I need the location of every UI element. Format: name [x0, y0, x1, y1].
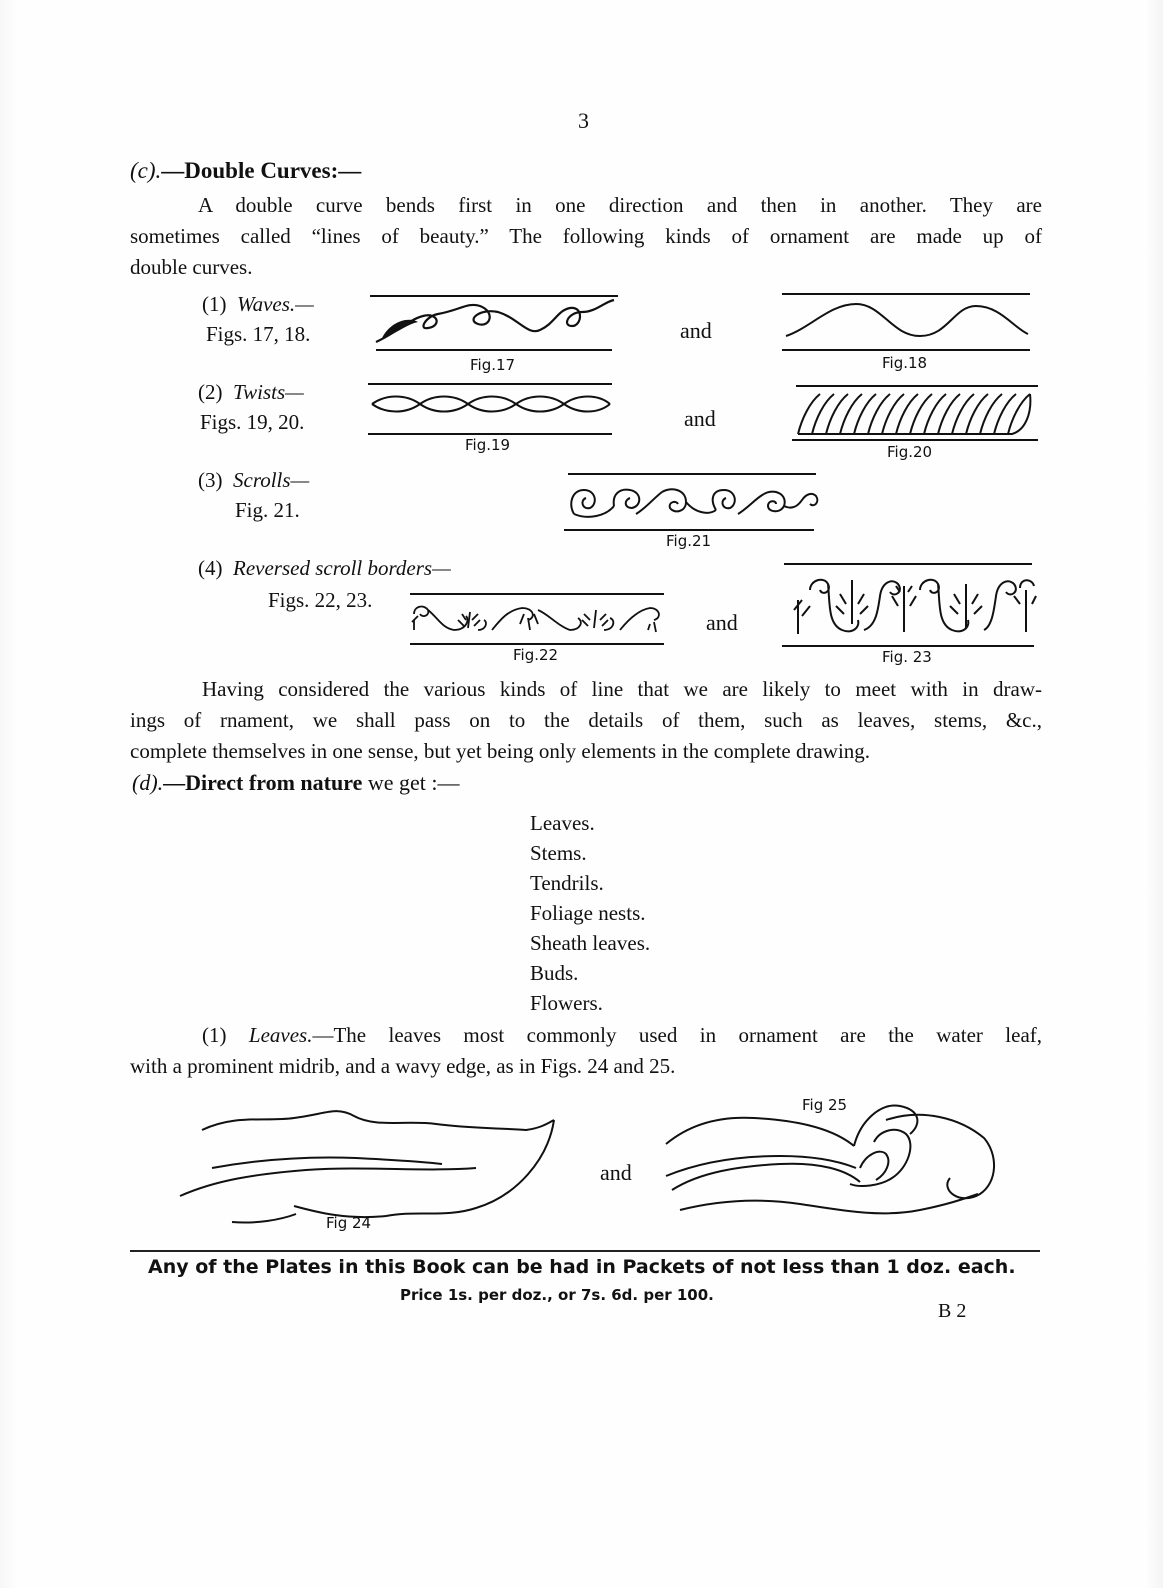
fig18-caption: Fig.18: [882, 354, 928, 372]
fig17-drawing: [368, 292, 620, 356]
fig24-drawing: [176, 1100, 558, 1230]
para-line: with a prominent midrib, and a wavy edge, as in Figs. 24 and 25.: [130, 1054, 676, 1078]
section-c-heading: [130, 158, 361, 184]
para-line: A double curve bends first in one direction and then in another. They are: [198, 193, 1042, 217]
section-c-title: —Double Curves:—: [161, 158, 362, 183]
example-waves-label: [202, 292, 314, 317]
paragraph-2: [130, 674, 1042, 767]
footer-ad-line1: Any of the Plates in this Book can be had in Packets of not less than 1 doz. each.: [148, 1256, 1016, 1278]
example-name: Waves.—: [237, 292, 314, 316]
leaves-name: Leaves.: [248, 1023, 313, 1047]
and-label: and: [600, 1160, 632, 1185]
section-c-letter: (c).: [130, 158, 162, 183]
example-scrolls-figs: Fig. 21.: [235, 498, 300, 522]
list-item: Buds.: [530, 961, 579, 985]
signature-mark: B 2: [938, 1300, 967, 1322]
fig25-caption: Fig 25: [802, 1096, 848, 1114]
para-line: complete themselves in one sense, but yet being only elements in the complete drawing.: [130, 739, 871, 763]
example-reversed-label: [198, 556, 451, 581]
list-item: Stems.: [530, 841, 587, 865]
example-name: Reversed scroll borders—: [233, 556, 451, 580]
list-item: Tendrils.: [530, 871, 604, 895]
para-line: double curves.: [130, 255, 253, 279]
para-line: sometimes called “lines of beauty.” The following kinds of ornament are made up of: [130, 224, 1042, 248]
fig25-drawing: [660, 1098, 1004, 1222]
list-item: Leaves.: [530, 811, 595, 835]
fig21-caption: Fig.21: [666, 532, 712, 550]
page-number: 3: [578, 108, 589, 133]
example-number: (4): [198, 556, 223, 580]
fig18-drawing: [780, 288, 1032, 356]
fig22-drawing: [408, 590, 666, 648]
section-c-paragraph: [130, 190, 1042, 283]
list-item: Foliage nests.: [530, 901, 646, 925]
example-name: Twists—: [233, 380, 304, 404]
fig19-caption: Fig.19: [465, 436, 511, 454]
section-d-tail: we get :—: [362, 770, 460, 795]
example-number: (1): [202, 292, 227, 316]
section-d-letter: (d).: [132, 770, 164, 795]
leaves-paragraph: [130, 1020, 1042, 1082]
para-line: ings of rnament, we shall pass on to the details of them, such as leaves, stems, &c.,: [130, 708, 1042, 732]
footer-ad-line2: Price 1s. per doz., or 7s. 6d. per 100.: [400, 1286, 714, 1304]
example-twists-label: [198, 380, 304, 405]
example-reversed-figs: Figs. 22, 23.: [268, 588, 373, 612]
fig23-drawing: [780, 560, 1036, 650]
and-label: and: [706, 610, 738, 635]
example-name: Scrolls—: [233, 468, 310, 492]
fig19-drawing: [366, 380, 614, 438]
footer-rule: [130, 1250, 1040, 1252]
list-item: Sheath leaves.: [530, 931, 651, 955]
example-twists-figs: Figs. 19, 20.: [200, 410, 305, 434]
fig20-caption: Fig.20: [887, 443, 933, 461]
example-number: (2): [198, 380, 223, 404]
list-item: Flowers.: [530, 991, 603, 1015]
fig21-drawing: [562, 470, 820, 534]
para-line: Having considered the various kinds of line that we are likely to meet with in draw-: [202, 677, 1042, 701]
section-d-heading: [132, 770, 459, 796]
and-label: and: [684, 406, 716, 431]
example-scrolls-label: [198, 468, 309, 493]
example-waves-figs: Figs. 17, 18.: [206, 322, 311, 346]
fig23-caption: Fig. 23: [882, 648, 932, 666]
fig24-caption: Fig 24: [326, 1214, 372, 1232]
para-line: [130, 1020, 1042, 1051]
leaves-line1: —The leaves most commonly used in ornament are the water leaf,: [312, 1023, 1043, 1047]
fig22-caption: Fig.22: [513, 646, 559, 664]
fig20-drawing: [790, 382, 1040, 444]
fig17-caption: Fig.17: [470, 356, 516, 374]
section-d-title: —Direct from nature: [163, 770, 363, 795]
leaves-number: (1): [202, 1023, 227, 1047]
and-label: and: [680, 318, 712, 343]
example-number: (3): [198, 468, 223, 492]
nature-list: [530, 808, 650, 1018]
